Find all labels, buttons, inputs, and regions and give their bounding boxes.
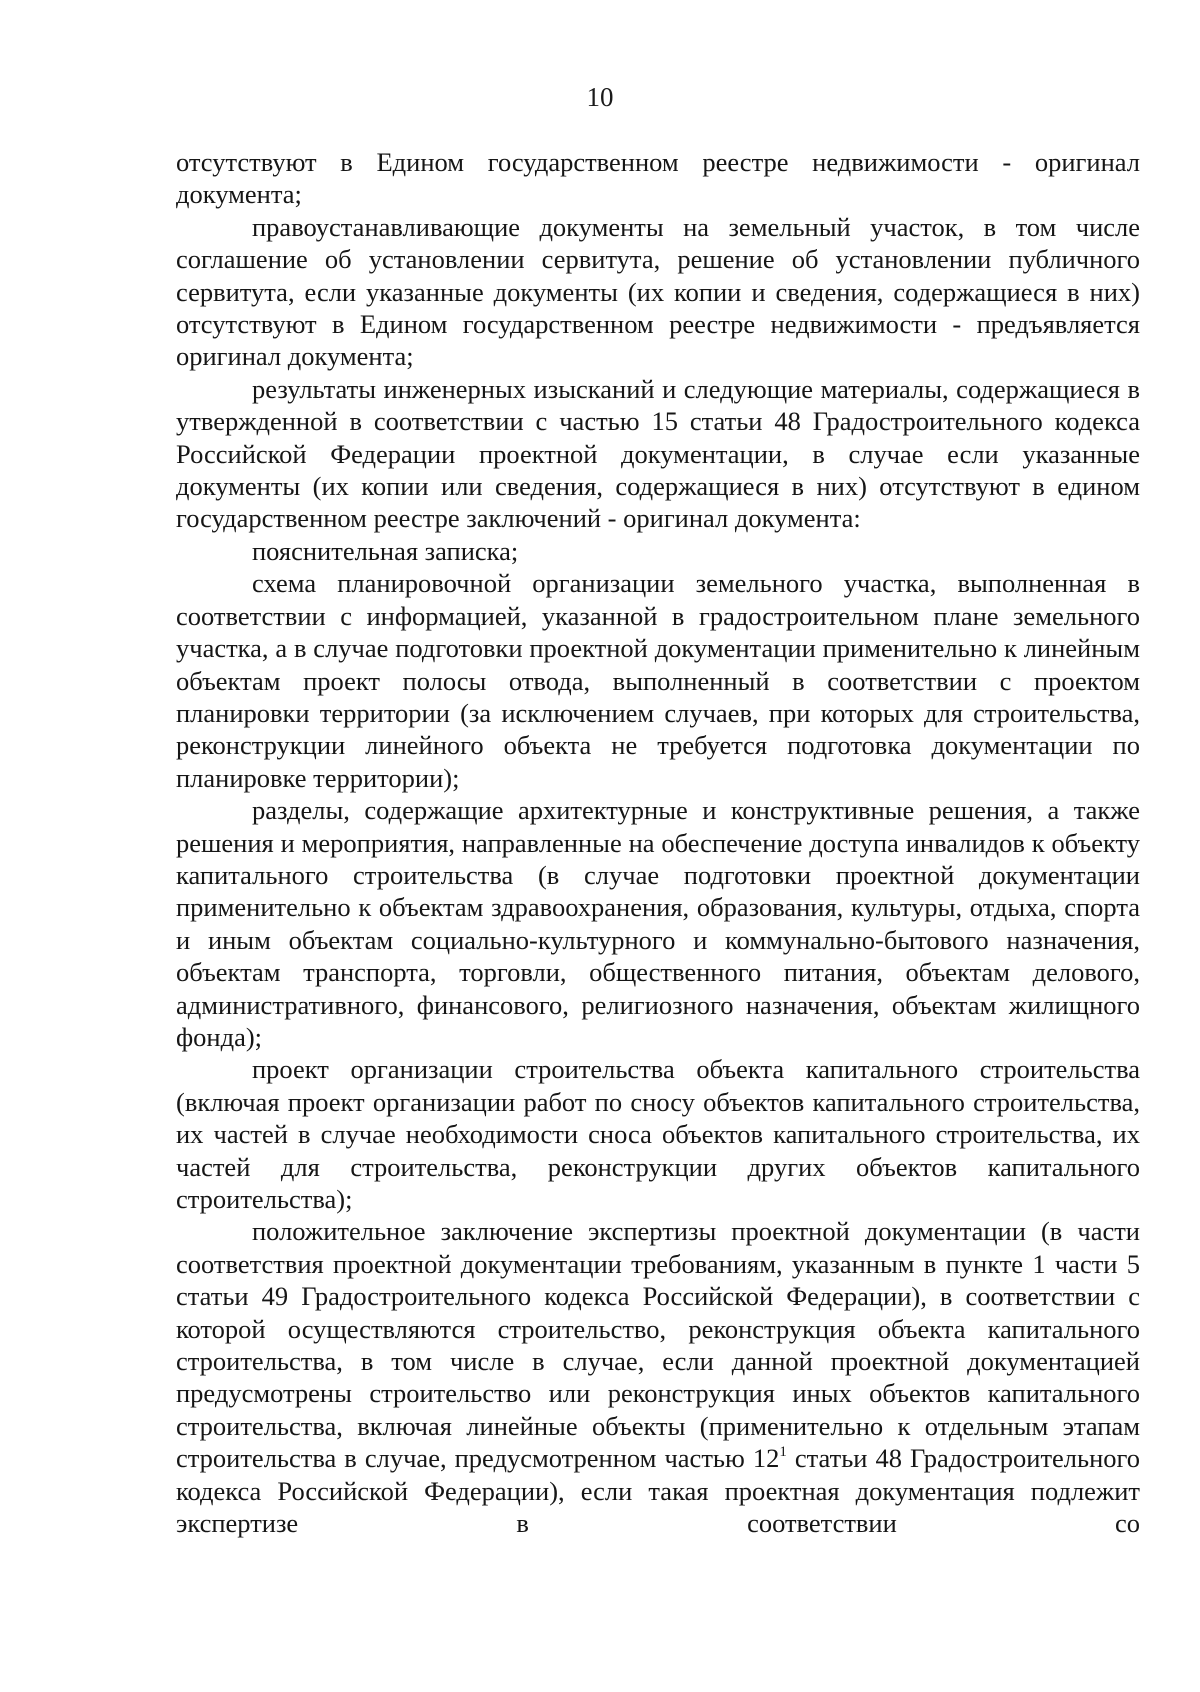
paragraph-title-documents: правоустанавливающие документы на земельный участок, в том числе соглашение об установлении сервитута, решение об установлении публичного сервитута, если указанные документы (их копии и сведения, содержащиеся в них) отсутствуют в Едином государственном реестре недвижимости - предъявляется оригинал документа; <box>176 211 1140 372</box>
superscript-mark: 1 <box>779 1444 787 1461</box>
paragraph-explanatory-note: пояснительная записка; <box>252 535 519 566</box>
paragraph-expert-conclusion-part1: положительное заключение экспертизы проектной документации (в части соответствия проектной документации требованиям, указанным в пункте 1 части 5 статьи 49 Градостроительного кодекса Российской Федерации), в соответствии с которой осуществляются строительство, реконструкция объекта капитального строительства, в том числе в случае, если данной проектной документацией предусмотрены строительство или реконструкция иных объектов капитального строительства, включая линейные объекты (применительно к отдельным этапам строительства в случае, предусмотренном частью 12 <box>176 1216 1140 1474</box>
page-number: 10 <box>586 82 614 112</box>
paragraph-architectural-sections: разделы, содержащие архитектурные и конструктивные решения, а также решения и мероприятия, направленные на обеспечение доступа инвалидов к объекту капитального строительства (в случае подготовки проектной документации применительно к объектам здравоохранения, образования, культуры, отдыха, спорта и иным объектам социально-культурного и коммунально-бытового назначения, объектам транспорта, торговли, общественного питания, объектам делового, административного, финансового, религиозного назначения, объектам жилищного фонда); <box>176 795 1140 1052</box>
paragraph-construction-organization: проект организации строительства объекта капитального строительства (включая проект организации работ по сносу объектов капитального строительства, их частей в случае необходимости сноса объектов капитального строительства, их частей для строительства, реконструкции других объектов капитального строительства); <box>176 1054 1140 1214</box>
paragraph-land-plot-scheme: схема планировочной организации земельного участка, выполненная в соответствии с информацией, указанной в градостроительном плане земельного участка, а в случае подготовки проектной документации применительно к линейным объектам проект полосы отвода, выполненный в соответствии с проектом планировки территории (за исключением случаев, при которых для строительства, реконструкции линейного объекта не требуется подготовка документации по планировке территории); <box>176 568 1140 793</box>
paragraph-engineering-surveys: результаты инженерных изысканий и следующие материалы, содержащиеся в утвержденной в соответствии с частью 15 статьи 48 Градостроительного кодекса Российской Федерации проектной документации, в случае если указанные документы (их копии или сведения, содержащиеся в них) отсутствуют в едином государственном реестре заключений - оригинал документа: <box>176 373 1140 534</box>
paragraph-continuation: отсутствуют в Едином государственном реестре недвижимости - оригинал документа; <box>176 147 1140 210</box>
paragraph-expert-conclusion-part2: статьи 48 Градостроительного кодекса Российской Федерации), если такая проектная документация подлежит экспертизе в соответствии со <box>176 1443 1140 1539</box>
paragraph-expert-conclusion <box>176 1215 1140 1539</box>
document-body <box>176 146 1140 1539</box>
